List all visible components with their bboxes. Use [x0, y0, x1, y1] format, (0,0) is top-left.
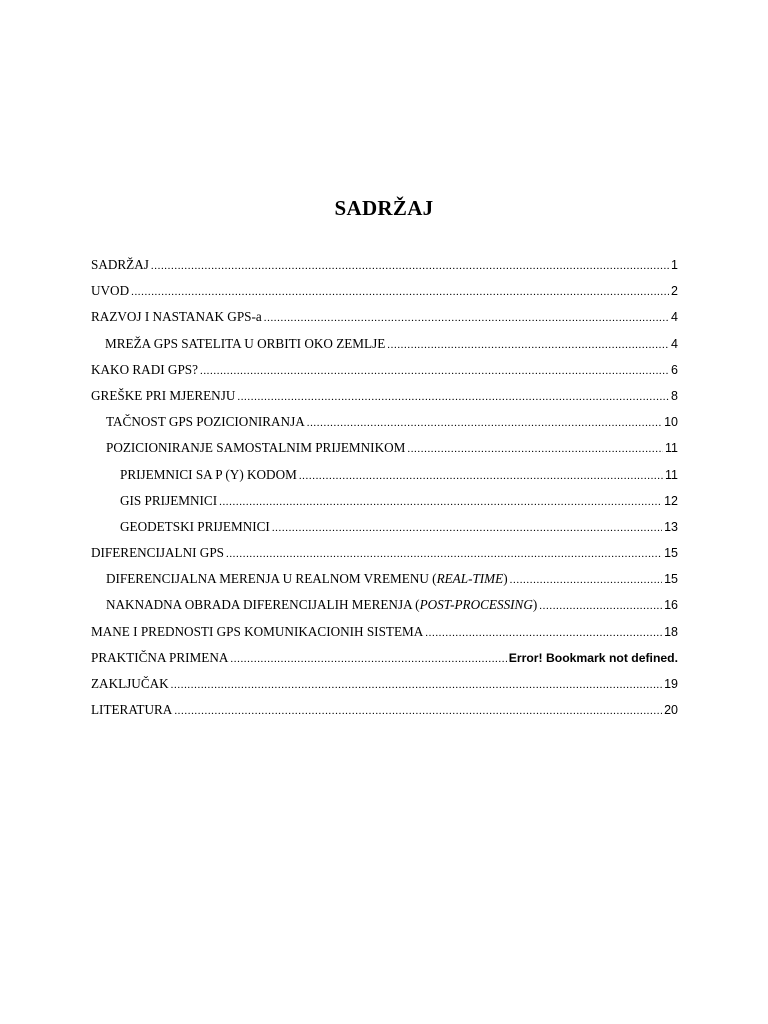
toc-entry[interactable] [91, 357, 678, 383]
toc-entry-text-main: NAKNADNA OBRADA DIFERENCIJALIH MERENJA ( [106, 597, 420, 613]
toc-entry[interactable] [91, 331, 678, 357]
toc-entry-page: 1 [671, 258, 678, 272]
table-of-contents [91, 252, 678, 723]
toc-entry[interactable] [91, 540, 678, 566]
toc-entry-text: MREŽA GPS SATELITA U ORBITI OKO ZEMLJE [105, 335, 386, 351]
toc-entry-page: 4 [671, 336, 678, 351]
toc-leader-dots [387, 332, 669, 358]
toc-entry[interactable] [91, 645, 678, 671]
toc-leader-dots [307, 410, 662, 436]
toc-leader-dots [230, 646, 506, 672]
toc-leader-dots [510, 567, 662, 593]
toc-entry[interactable] [91, 252, 678, 278]
toc-leader-dots [425, 620, 662, 646]
toc-entry-text: SADRŽAJ [91, 257, 149, 272]
toc-entry[interactable] [91, 671, 678, 697]
toc-title: SADRŽAJ [334, 196, 434, 220]
toc-entry-text: TAČNOST GPS POZICIONIRANJA [106, 414, 305, 430]
toc-leader-dots [174, 698, 662, 724]
toc-entry-page: 15 [664, 546, 678, 561]
toc-entry-text: UVOD [91, 283, 130, 299]
toc-leader-dots [219, 489, 662, 515]
toc-entry-page: 12 [664, 493, 678, 508]
toc-entry[interactable] [91, 304, 678, 330]
toc-entry[interactable] [91, 278, 678, 304]
toc-leader-dots [226, 541, 662, 567]
toc-entry-text: DIFERENCIJALNI GPS [91, 545, 224, 561]
toc-entry-text: GEODETSKI PRIJEMNICI [120, 518, 270, 534]
toc-entry-text-italic: POST-PROCESSING [419, 597, 533, 613]
toc-entry[interactable] [91, 409, 678, 435]
toc-entry[interactable] [91, 462, 678, 488]
toc-entry-page: 16 [664, 598, 678, 613]
toc-entry-text-after: ) [503, 571, 508, 587]
toc-leader-dots [539, 593, 662, 619]
toc-entry[interactable] [91, 383, 678, 409]
toc-entry-text: GIS PRIJEMNICI [120, 492, 218, 508]
toc-leader-dots [264, 305, 669, 331]
toc-entry[interactable] [91, 488, 678, 514]
toc-entry-page: 11 [665, 467, 678, 482]
toc-entry-text-after: ) [532, 597, 538, 613]
toc-entry-text: PRIJEMNICI SA P (Y) KODOM [120, 466, 297, 482]
toc-entry-text: KAKO RADI GPS? [91, 361, 198, 377]
toc-leader-dots [407, 436, 663, 462]
toc-entry-page: 2 [671, 284, 678, 299]
toc-entry-text: LITERATURA [91, 702, 173, 718]
toc-entry-page: 10 [664, 415, 678, 430]
toc-entry-text: PRAKTIČNA PRIMENA [91, 649, 229, 665]
toc-entry-text-main: DIFERENCIJALNA MERENJA U REALNOM VREMENU ( [106, 571, 437, 587]
toc-entry-text: MANE I PREDNOSTI GPS KOMUNIKACIONIH SISTEMA [91, 623, 424, 639]
toc-entry-page: 18 [664, 624, 678, 639]
toc-leader-dots [171, 672, 662, 698]
toc-entry-text [106, 592, 537, 618]
toc-leader-dots [131, 279, 669, 305]
toc-entry-page: 4 [671, 310, 678, 325]
toc-entry-page: 19 [664, 677, 678, 691]
toc-entry[interactable] [91, 697, 678, 723]
toc-entry-text-italic: REAL-TIME [436, 571, 504, 587]
toc-entry-page: 13 [664, 519, 678, 534]
toc-entry-text: GREŠKE PRI MJERENJU [91, 387, 236, 403]
toc-leader-dots [200, 358, 669, 384]
toc-entry[interactable] [91, 514, 678, 540]
toc-leader-dots [299, 463, 663, 489]
toc-entry-page-error: Error! Bookmark not defined. [508, 650, 678, 665]
toc-leader-dots [151, 253, 669, 279]
toc-entry-page: 15 [664, 572, 678, 587]
toc-entry[interactable] [91, 435, 678, 461]
toc-entry-page: 6 [671, 362, 678, 377]
toc-entry-text: POZICIONIRANJE SAMOSTALNIM PRIJEMNIKOM [106, 440, 406, 456]
toc-leader-dots [237, 384, 669, 410]
toc-entry[interactable] [91, 619, 678, 645]
toc-entry-page: 11 [665, 441, 678, 456]
toc-entry[interactable] [91, 566, 678, 592]
toc-entry[interactable] [91, 592, 678, 618]
toc-entry-text: ZAKLJUČAK [91, 676, 169, 691]
toc-leader-dots [272, 515, 662, 541]
toc-entry-text [106, 566, 508, 592]
toc-entry-page: 8 [671, 388, 678, 403]
toc-entry-text: RAZVOJ I NASTANAK GPS-a [91, 309, 262, 325]
toc-entry-page: 20 [664, 703, 678, 718]
